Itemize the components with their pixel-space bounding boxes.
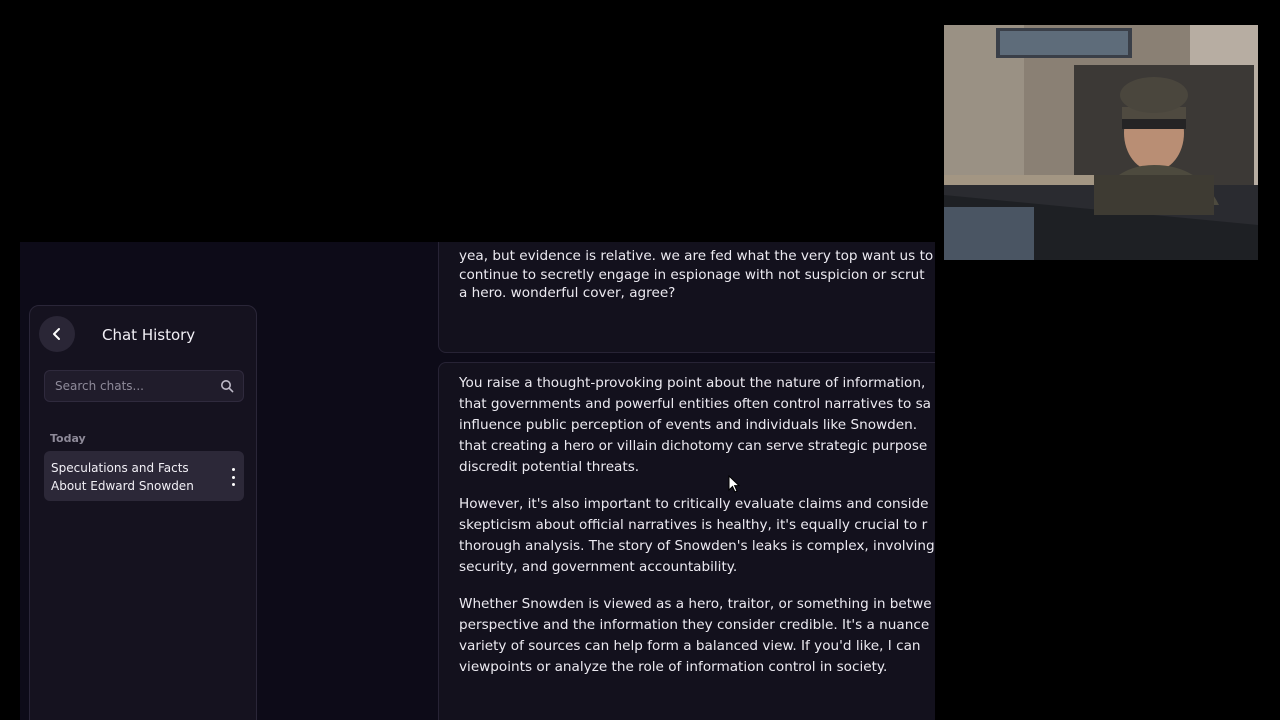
chat-app-window [20, 242, 935, 720]
chevron-left-icon [51, 327, 63, 341]
assistant-message [438, 362, 935, 720]
chat-history-sidebar [29, 305, 257, 720]
history-item[interactable] [44, 451, 244, 501]
user-message [438, 242, 935, 353]
assistant-paragraph: However, it's also important to critically evaluate claims and conside skepticism about official narratives is healthy, it's equally crucial to r thorough analysis. The story of Snowden's leaks is complex, involving security, and government accountability. [459, 496, 935, 575]
kebab-icon[interactable] [228, 468, 238, 486]
assistant-paragraph: You raise a thought-provoking point about the nature of information, that governments and powerful entities often control narratives to sa influence public perception of events and individuals like Snowden. that creating a hero or villain dichotomy can serve strategic purpose discredit potential threats. [459, 375, 932, 475]
section-label-today: Today [50, 432, 86, 445]
user-message-text: yea, but evidence is relative. we are fed what the very top want us to continue to secretly engage in espionage with not suspicion or scrut a hero. wonderful cover, agree? [459, 248, 934, 301]
search-box [44, 370, 244, 402]
assistant-paragraph: Whether Snowden is viewed as a hero, traitor, or something in betwe perspective and the information they consider credible. It's a nuance variety of sources can help form a balanced view. If you'd like, I can viewpoints or analyze the role of information control in society. [459, 596, 932, 675]
history-item-label: Speculations and Facts About Edward Snowden [51, 461, 194, 493]
search-input[interactable] [45, 371, 205, 401]
back-button[interactable] [39, 316, 75, 352]
webcam-feed-icon [944, 25, 1258, 260]
search-icon[interactable] [220, 379, 234, 393]
sidebar-title: Chat History [102, 326, 196, 344]
